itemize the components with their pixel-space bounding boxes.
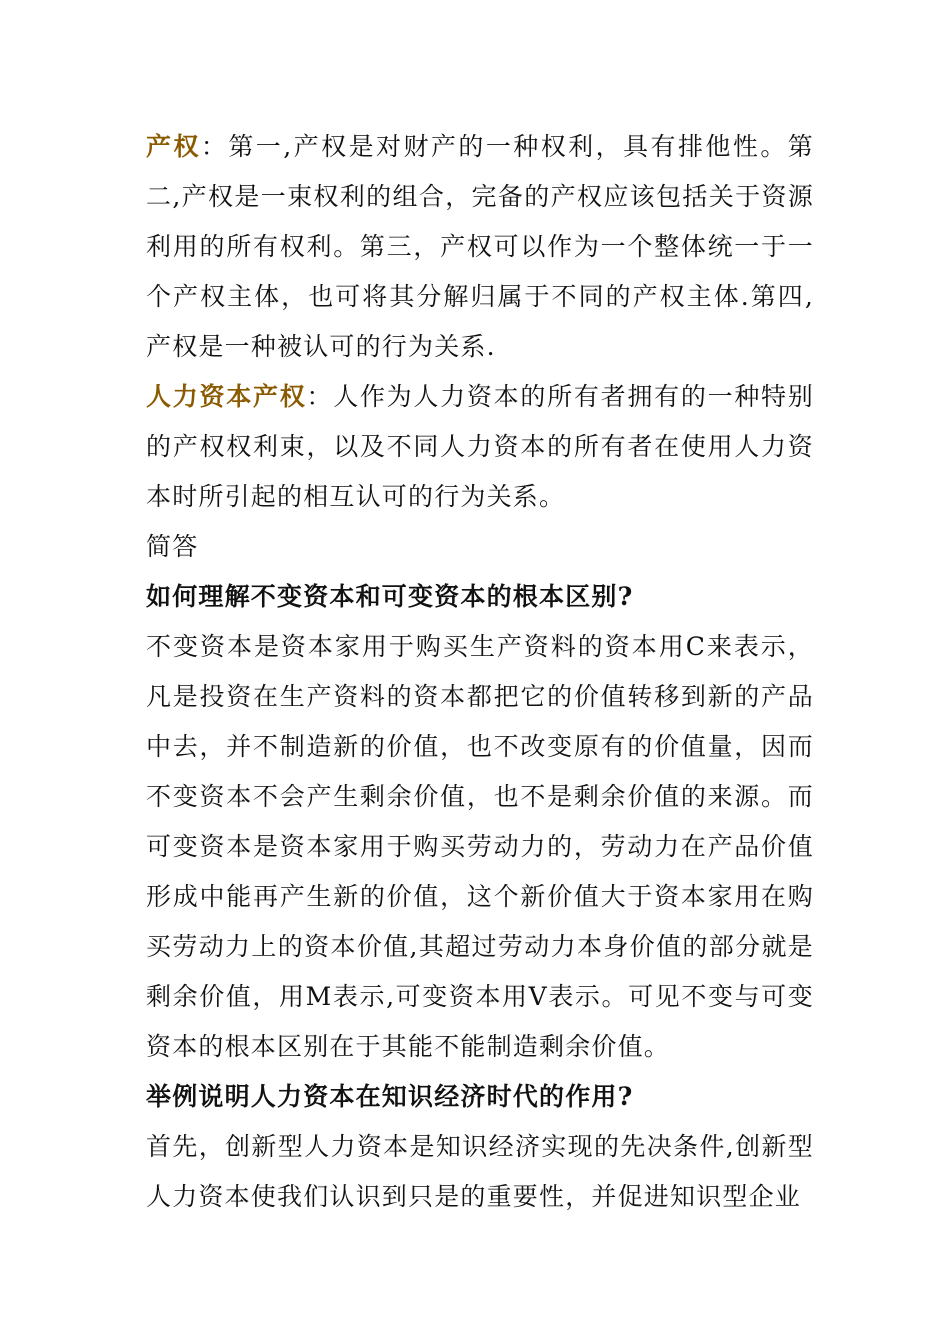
question-heading: 如何理解不变资本和可变资本的根本区别? [146, 582, 634, 611]
section-title: 简答 [146, 532, 199, 561]
term-separator: ： [306, 382, 334, 411]
definition-text: 第一,产权是对财产的一种权利，具有排他性。第二,产权是一束权利的组合，完备的产权应该包括关于资源利用的所有权利。第三，产权可以作为一个整体统一于一个产权主体，也可将其分解归属于不同的产权主体.第四,产权是一种被认可的行为关系. [146, 132, 814, 361]
answer-paragraph: 不变资本是资本家用于购买生产资料的资本用C来表示，凡是投资在生产资料的资本都把它的价值转移到新的产品中去，并不制造新的价值，也不改变原有的价值量，因而不变资本不会产生剩余价值，也不是剩余价值的来源。而可变资本是资本家用于购买劳动力的，劳动力在产品价值形成中能再产生新的价值，这个新价值大于资本家用在购买劳动力上的资本价值,其超过劳动力本身价值的部分就是剩余价值，用M表示,可变资本用V表示。可见不变与可变资本的根本区别在于其能不能制造剩余价值。 [146, 632, 814, 1061]
definition-human-capital-property-rights [146, 372, 814, 522]
question-heading: 举例说明人力资本在知识经济时代的作用? [146, 1082, 634, 1111]
term-label: 产权 [146, 132, 201, 161]
answer-paragraph: 首先，创新型人力资本是知识经济实现的先决条件,创新型人力资本使我们认识到只是的重要性，并促进知识型企业 [146, 1132, 814, 1211]
definition-property-rights [146, 122, 814, 372]
definition-text: 人作为人力资本的所有者拥有的一种特别的产权权利束，以及不同人力资本的所有者在使用人力资本时所引起的相互认可的行为关系。 [146, 382, 815, 511]
term-label: 人力资本产权 [146, 382, 307, 411]
document-page [146, 122, 814, 1222]
term-separator: ： [200, 132, 229, 161]
